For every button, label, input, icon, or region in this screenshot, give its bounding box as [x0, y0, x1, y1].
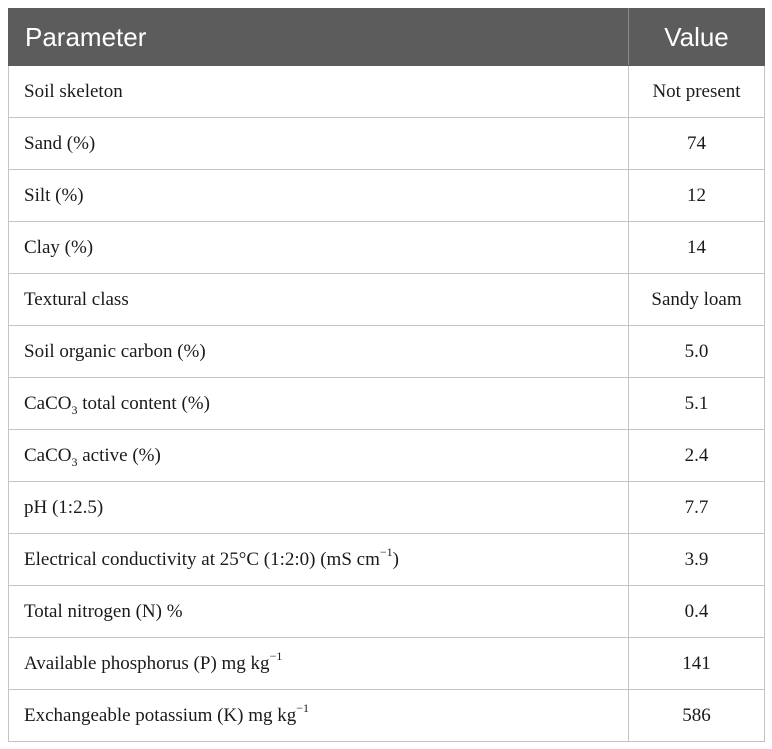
row-parameter: Electrical conductivity at 25°C (1:2:0) (mS $cm^{-1}$) — [9, 534, 629, 586]
row-parameter: Available phosphorus (P) mg $kg^{-1}$ — [9, 638, 629, 690]
table-row — [9, 222, 765, 274]
table-row — [9, 638, 765, 690]
subscript: 3 — [71, 402, 78, 417]
row-parameter: Textural class — [9, 274, 629, 326]
header-row — [9, 9, 765, 66]
table-row — [9, 326, 765, 378]
row-value: 5.1 — [629, 378, 765, 430]
row-value: 586 — [629, 690, 765, 742]
table-row — [9, 534, 765, 586]
row-parameter: Exchangeable potassium (K) mg $kg^{-1}$ — [9, 690, 629, 742]
header-value: Value — [629, 9, 765, 66]
row-parameter: CaCO$_3$ total content (%) — [9, 378, 629, 430]
row-parameter: pH (1:2.5) — [9, 482, 629, 534]
table-row — [9, 66, 765, 118]
row-value: 12 — [629, 170, 765, 222]
row-value: 141 — [629, 638, 765, 690]
soil-properties-table — [8, 8, 765, 742]
row-parameter: Clay (%) — [9, 222, 629, 274]
table-row — [9, 690, 765, 742]
table-row — [9, 118, 765, 170]
table-row — [9, 378, 765, 430]
row-value: 7.7 — [629, 482, 765, 534]
row-value: 5.0 — [629, 326, 765, 378]
row-value: Not present — [629, 66, 765, 118]
row-value: 14 — [629, 222, 765, 274]
row-value: Sandy loam — [629, 274, 765, 326]
table-row — [9, 430, 765, 482]
soil-properties-table-container — [8, 8, 764, 742]
table-row — [9, 586, 765, 638]
table-header — [9, 9, 765, 66]
row-value: 3.9 — [629, 534, 765, 586]
table-row — [9, 274, 765, 326]
table-row — [9, 170, 765, 222]
table-row — [9, 482, 765, 534]
row-parameter: Soil organic carbon (%) — [9, 326, 629, 378]
superscript: −1 — [296, 701, 310, 716]
row-parameter: Total nitrogen (N) % — [9, 586, 629, 638]
row-value: 74 — [629, 118, 765, 170]
subscript: 3 — [71, 454, 78, 469]
superscript: −1 — [379, 545, 393, 560]
superscript: −1 — [269, 649, 283, 664]
row-parameter: Sand (%) — [9, 118, 629, 170]
header-parameter: Parameter — [9, 9, 629, 66]
row-parameter: Soil skeleton — [9, 66, 629, 118]
row-value: 2.4 — [629, 430, 765, 482]
table-body — [9, 66, 765, 742]
row-parameter: CaCO$_3$ active (%) — [9, 430, 629, 482]
row-value: 0.4 — [629, 586, 765, 638]
row-parameter: Silt (%) — [9, 170, 629, 222]
